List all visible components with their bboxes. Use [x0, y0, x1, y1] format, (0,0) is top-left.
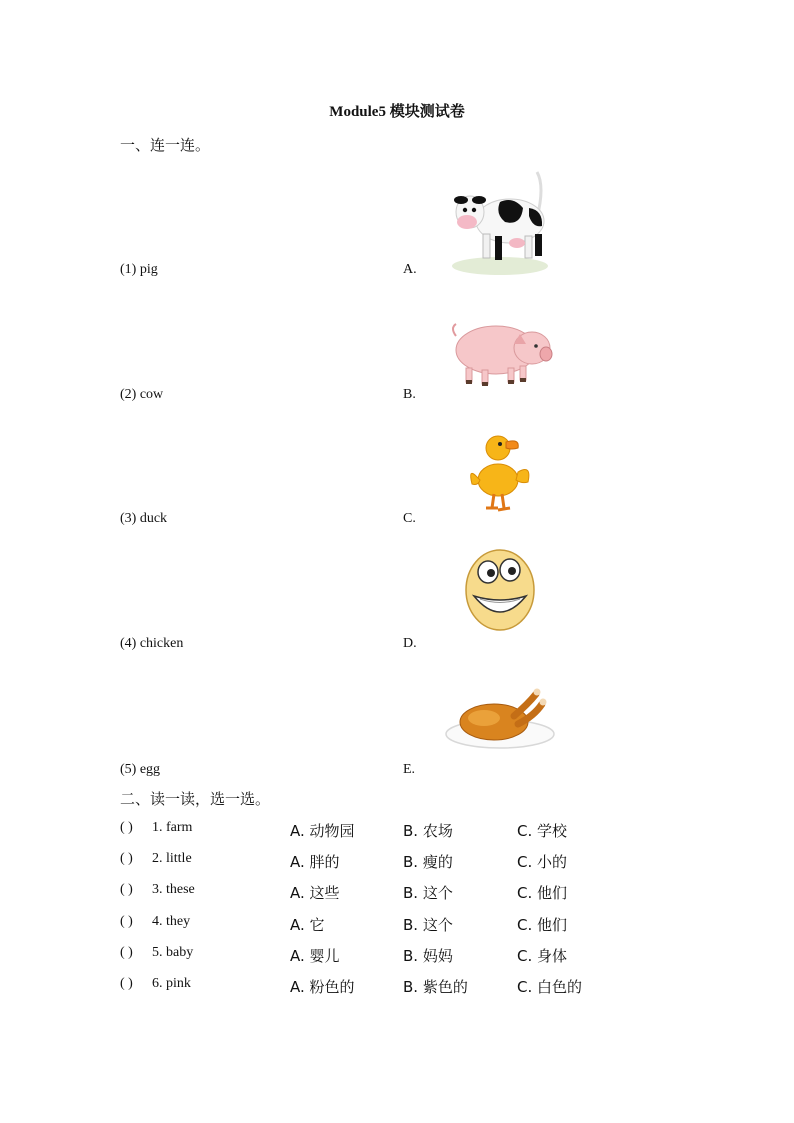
option-a: A. 这些: [290, 884, 340, 902]
question-row: [120, 945, 680, 965]
match-word-chicken: (4) chicken: [120, 636, 184, 651]
question-word: 5. baby: [152, 945, 194, 960]
section1-heading: 一、连一连。: [120, 136, 211, 154]
question-word: 6. pink: [152, 976, 191, 991]
option-c: C. 他们: [517, 884, 568, 902]
match-word-egg: (5) egg: [120, 762, 161, 777]
match-word-pig: (1) pig: [120, 262, 158, 277]
answer-blank[interactable]: ( ): [120, 820, 133, 835]
option-c: C. 白色的: [517, 978, 583, 996]
match-letter-a: A.: [403, 262, 417, 277]
section2-heading: 二、读一读，选一选。: [120, 790, 271, 808]
answer-blank[interactable]: ( ): [120, 851, 133, 866]
answer-blank[interactable]: ( ): [120, 976, 133, 991]
option-c: C. 小的: [517, 853, 568, 871]
page-title: Module5 模块测试卷: [329, 104, 465, 120]
question-word: 1. farm: [152, 820, 193, 835]
option-c: C. 学校: [517, 822, 568, 840]
option-a: A. 粉色的: [290, 978, 355, 996]
match-word-cow: (2) cow: [120, 387, 164, 402]
option-a: A. 婴儿: [290, 947, 340, 965]
option-b: B. 瘦的: [403, 853, 453, 871]
option-a: A. 它: [290, 916, 325, 934]
option-b: B. 农场: [403, 822, 453, 840]
answer-blank[interactable]: ( ): [120, 945, 133, 960]
roast-chicken-picture: [444, 682, 558, 752]
answer-blank[interactable]: ( ): [120, 882, 133, 897]
duck-picture: [468, 428, 538, 514]
match-letter-e: E.: [403, 762, 416, 777]
answer-blank[interactable]: ( ): [120, 914, 133, 929]
option-c: C. 身体: [517, 947, 568, 965]
match-letter-d: D.: [403, 636, 417, 651]
question-word: 2. little: [152, 851, 192, 866]
question-row: [120, 820, 680, 840]
option-b: B. 紫色的: [403, 978, 468, 996]
match-word-duck: (3) duck: [120, 511, 168, 526]
option-b: B. 妈妈: [403, 947, 453, 965]
match-letter-c: C.: [403, 511, 416, 526]
option-b: B. 这个: [403, 884, 453, 902]
option-b: B. 这个: [403, 916, 453, 934]
option-a: A. 胖的: [290, 853, 340, 871]
option-c: C. 他们: [517, 916, 568, 934]
question-row: [120, 882, 680, 902]
question-row: [120, 914, 680, 934]
match-letter-b: B.: [403, 387, 416, 402]
cow-picture: [445, 166, 555, 278]
pig-picture: [448, 314, 556, 386]
question-row: [120, 851, 680, 871]
option-a: A. 动物园: [290, 822, 355, 840]
question-row: [120, 976, 680, 996]
egg-picture: [460, 546, 540, 638]
question-word: 3. these: [152, 882, 195, 897]
question-word: 4. they: [152, 914, 191, 929]
